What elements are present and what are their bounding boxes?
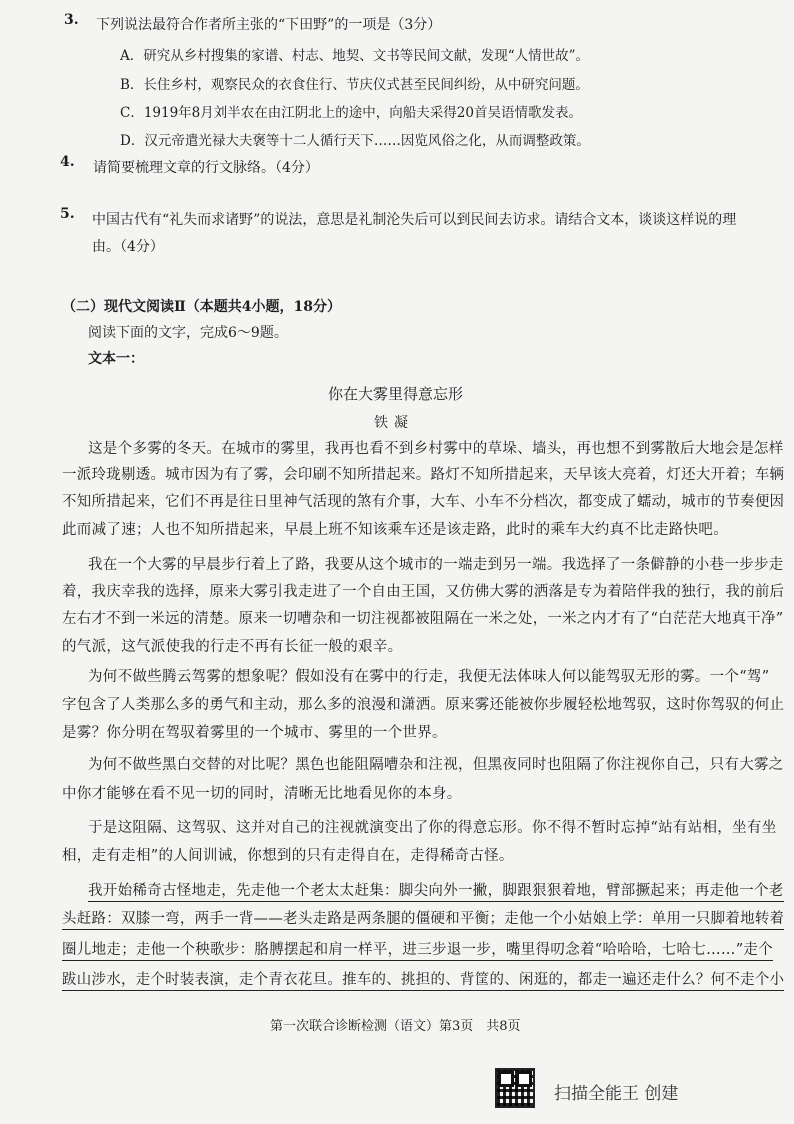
article-line: 此而减了速；人也不知所措起来，早晨上班不知该乘车还是该走路，此时的乘车大约真不比走路快吧。 <box>62 522 728 538</box>
qr-code-icon <box>495 1068 535 1108</box>
q3-option-b: B．长住乡村，观察民众的衣食住行、节庆仪式甚至民间纠纷，从中研究问题。 <box>120 77 589 93</box>
article-line: 不知所措起来，它们不再是往日里神气活现的煞有介事，大车、小车不分档次，都变成了蠕动，城市的节奏便因 <box>62 494 785 510</box>
q3-option-c: C．1919年8月刘半农在由江阴北上的途中，向船夫采得20首吴语情歌发表。 <box>120 105 582 121</box>
article-author: 铁凝 <box>374 415 414 431</box>
article-line: 于是这阻隔、这驾驭、这并对自己的注视就演变出了你的得意忘形。你不得不暂时忘掉“站有站相，坐有坐 <box>88 820 777 836</box>
article-line: 着，我庆幸我的选择，原来大雾引我走进了一个自由王国，又仿佛大雾的洒落是专为着陪伴我的独行，我的前后 <box>62 584 785 600</box>
article-line-underlined: 圈儿地走；走他一个秧歌步：胳膊摆起和肩一样平，进三步退一步，嘴里得叨念着“哈哈哈，七哈七……”走个 <box>62 938 773 961</box>
q3-option-a: A．研究从乡村搜集的家谱、村志、地契、文书等民间文献，发现“人情世故”。 <box>120 48 590 64</box>
q3-number: 3. <box>64 12 79 28</box>
article-line-underlined: 我开始稀奇古怪地走，先走他一个老太太赶集：脚尖向外一撇，脚跟狠狠着地，臂部撅起来；再走他一个老 <box>88 879 784 902</box>
q3-option-d: D．汉元帝遣光禄大夫褒等十二人循行天下……因览风俗之化，从而调整政策。 <box>120 133 590 149</box>
article-line: 为何不做些黑白交替的对比呢？黑色也能阻隔嘈杂和注视，但黑夜同时也阻隔了你注视你自己，只有大雾之 <box>88 757 784 773</box>
q3-stem: 下列说法最符合作者所主张的“下田野”的一项是（3分） <box>96 17 442 33</box>
article-line: 中你才能够在看不见一切的同时，清晰无比地看见你的本身。 <box>62 786 462 802</box>
article-line: 为何不做些腾云驾雾的想象呢？假如没有在雾中的行走，我便无法体味人何以能驾驭无形的雾。一个“驾” <box>88 669 770 685</box>
article-line: 的气派，这气派使我的行走不再有长征一般的艰辛。 <box>62 639 403 655</box>
section-heading: （二）现代文阅读Ⅱ（本题共4小题，18分） <box>62 299 342 315</box>
article-line: 字包含了人类那么多的勇气和主动，那么多的浪漫和潇洒。原来雾还能被你步履轻松地驾驭，这时你驾驭的何止 <box>62 697 785 713</box>
article-line: 一派玲珑剔透。城市因为有了雾，会印刷不知所措起来。路灯不知所措起来，天早该大亮着，灯还大开着；车辆 <box>62 467 785 483</box>
scanner-watermark: 扫描全能王 创建 <box>554 1084 679 1104</box>
article-line: 是雾？你分明在驾驭着雾里的一个城市、雾里的一个世界。 <box>62 725 447 741</box>
q5-line-1: 中国古代有“礼失而求诸野”的说法，意思是礼制沦失后可以到民间去访求。请结合文本，谈谈这样说的理 <box>92 212 737 228</box>
article-line: 左右才不到一米远的清楚。原来一切嘈杂和一切注视都被阻隔在一米之处，一米之内才有了“白茫茫大地真干净” <box>62 611 784 627</box>
article-title: 你在大雾里得意忘形 <box>328 385 464 403</box>
section-instruction: 阅读下面的文字，完成6～9题。 <box>88 325 288 341</box>
article-line-underlined: 头赶路：双膝一弯，两手一背——老头走路是两条腿的僵硬和平衡；走他一个小姑娘上学：单用一只脚着地转着 <box>62 907 784 930</box>
article-line-underlined: 跋山涉水，走个时装表演，走个青衣花旦。推车的、挑担的、背筐的、闲逛的，都走一遍还走什么？何不走个小 <box>62 968 784 991</box>
page-footer: 第一次联合诊断检测（语文）第3页 共8页 <box>270 1019 521 1034</box>
q4-number: 4. <box>60 154 75 170</box>
text-one-label: 文本一： <box>88 351 144 367</box>
q5-number: 5. <box>60 206 75 222</box>
article-line: 这是个多雾的冬天。在城市的雾里，我再也看不到乡村雾中的草垛、墙头，再也想不到雾散后大地会是怎样 <box>88 441 784 457</box>
q4-stem: 请简要梳理文章的行文脉络。（4分） <box>93 160 319 176</box>
article-line: 相，走有走相”的人间训诫，你想到的只有走得自在，走得稀奇古怪。 <box>62 848 514 864</box>
article-line: 我在一个大雾的早晨步行着上了路，我要从这个城市的一端走到另一端。我选择了一条僻静的小巷一步步走 <box>88 557 784 573</box>
q5-line-2: 由。（4分） <box>92 239 164 255</box>
